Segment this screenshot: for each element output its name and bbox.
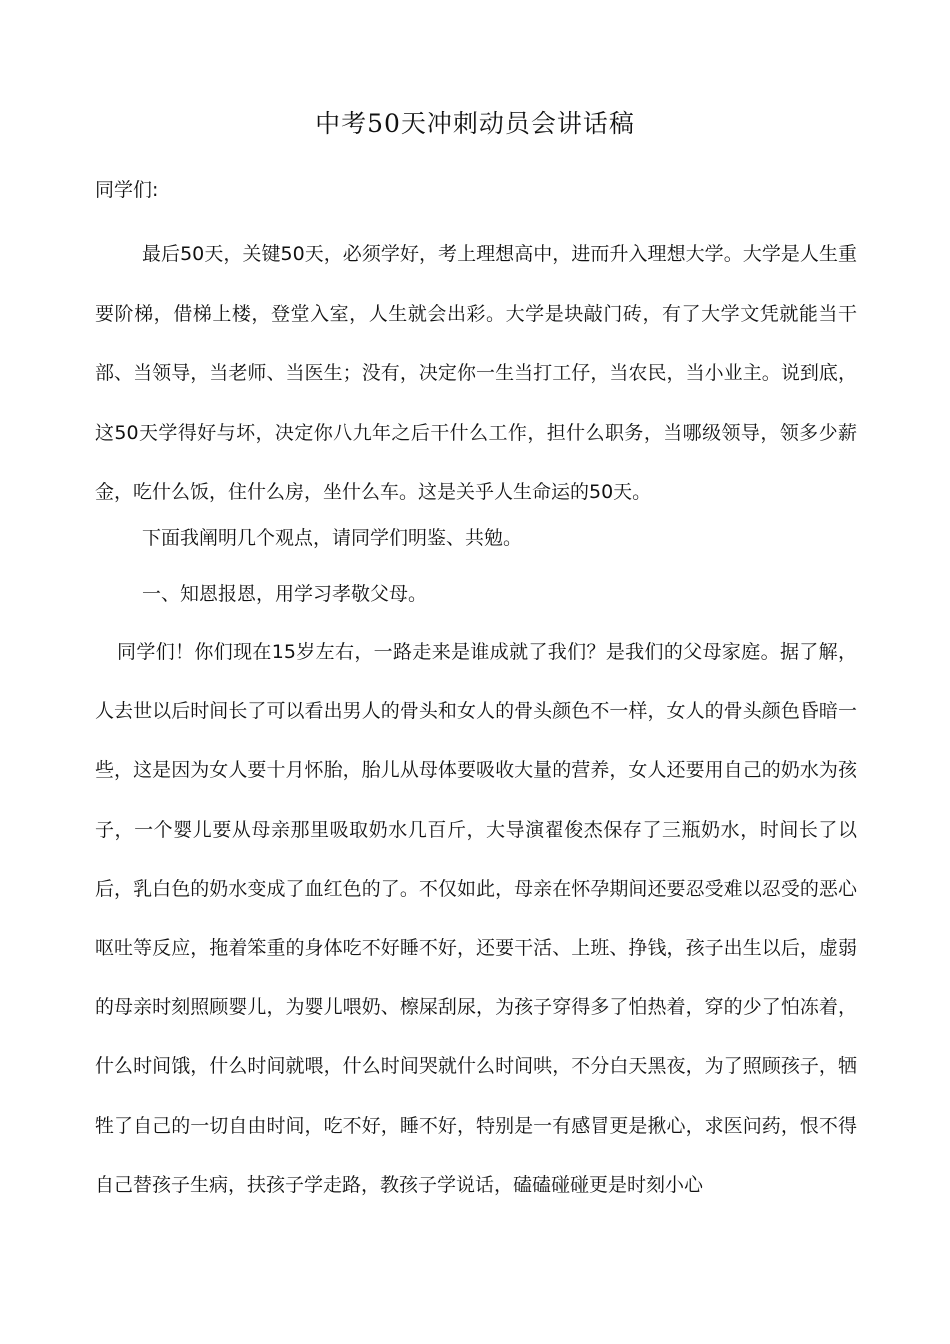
salutation: 同学们:	[95, 179, 159, 201]
section-heading-point-1: 一、知恩报恩，用学习孝敬父母。	[142, 583, 428, 605]
paragraph-intro: 最后50天，关键50天，必须学好，考上理想高中，进而升入理想大学。大学是人生重要阶梯，借梯上楼，登堂入室，人生就会出彩。大学是块敲门砖，有了大学文凭就能当干部、当领导，当老师、当医生；没有，决定你一生当打工仔，当农民，当小业主。说到底，这50天学得好与坏，决定你八九年之后干什么工作，担什么职务，当哪级领导，领多少薪金，吃什么饭，住什么房，坐什么车。这是关乎人生命运的50天。	[95, 243, 857, 503]
document-title: 中考50天冲刺动员会讲话稿	[315, 109, 635, 138]
paragraph-views: 下面我阐明几个观点，请同学们明鉴、共勉。	[142, 527, 523, 549]
paragraph-body: 同学们！你们现在15岁左右，一路走来是谁成就了我们？是我们的父母家庭。据了解，人去世以后时间长了可以看出男人的骨头和女人的骨头颜色不一样，女人的骨头颜色昏暗一些，这是因为女人要十月怀胎，胎儿从母体要吸收大量的营养，女人还要用自己的奶水为孩子，一个婴儿要从母亲那里吸取奶水几百斤，大导演翟俊杰保存了三瓶奶水，时间长了以后，乳白色的奶水变成了血红色的了。不仅如此，母亲在怀孕期间还要忍受难以忍受的恶心呕吐等反应，拖着笨重的身体吃不好睡不好，还要干活、上班、挣钱，孩子出生以后，虚弱的母亲时刻照顾婴儿，为婴儿喂奶、檫屎刮尿，为孩子穿得多了怕热着，穿的少了怕冻着，什么时间饿，什么时间就喂，什么时间哭就什么时间哄，不分白天黑夜，为了照顾孩子，牺牲了自己的一切自由时间，吃不好，睡不好，特别是一有感冒更是揪心，求医问药，恨不得自己替孩子生病，扶孩子学走路，教孩子学说话，磕磕碰碰更是时刻小心	[95, 641, 857, 1196]
